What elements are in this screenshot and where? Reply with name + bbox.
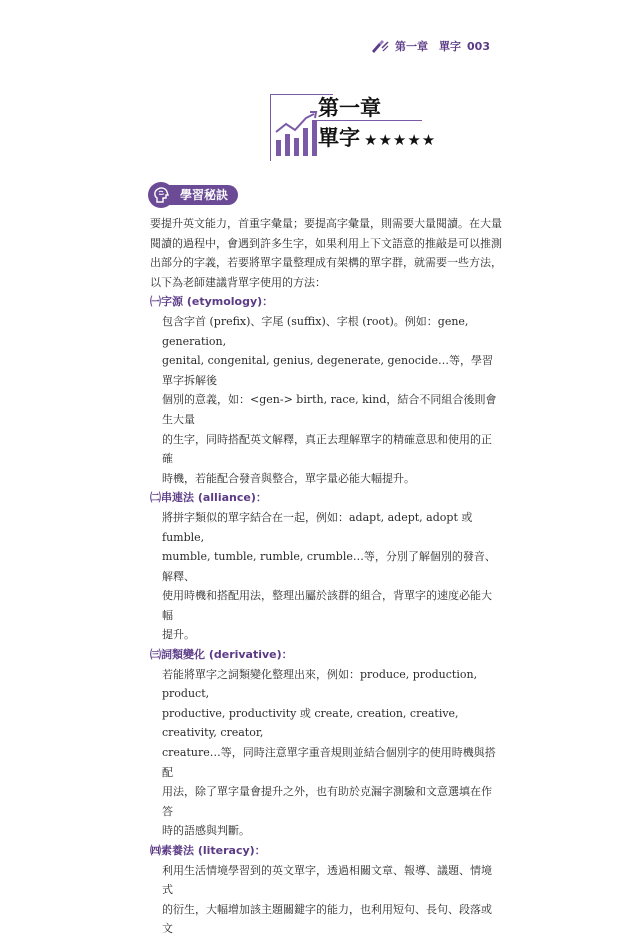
method-item-literacy bbox=[150, 841, 502, 939]
method-line: 的衍生，大幅增加該主題關鍵字的能力，也利用短句、長句、段落或文 bbox=[162, 902, 492, 936]
page-number: 003 bbox=[467, 39, 490, 53]
chapter-title-block bbox=[270, 88, 437, 160]
method-line: 若能將單字之詞類變化整理出來，例如：produce, production, product, bbox=[162, 667, 478, 701]
section-badge bbox=[148, 182, 238, 208]
method-line: 個別的意義，如：<gen-> birth, race, kind，結合不同組合後則會生大量 bbox=[162, 393, 497, 426]
intro-line: 閱讀的過程中，會遇到許多生字，如果利用上下文語意的推敲是可以推測 bbox=[150, 236, 502, 250]
running-header bbox=[371, 38, 490, 54]
method-line: 時的語感與判斷。 bbox=[162, 824, 250, 838]
intro-line: 以下為老師建議背單字使用的方法： bbox=[150, 275, 326, 289]
method-line: 時機，若能配合發音與整合，單字量必能大幅提升。 bbox=[162, 471, 415, 485]
method-line: 用法，除了單字量會提升之外，也有助於克漏字測驗和文意選填在作答 bbox=[162, 785, 492, 818]
intro-paragraph bbox=[150, 214, 502, 292]
method-item-alliance bbox=[150, 488, 502, 645]
chapter-name-text: 單字 bbox=[318, 126, 360, 150]
method-title: ㈠字源 (etymology)： bbox=[150, 295, 274, 309]
method-title: ㈣素養法 (literacy)： bbox=[150, 844, 266, 857]
method-line: 將拼字類似的單字結合在一起，例如：adapt, adept, adopt 或 fumble, bbox=[162, 510, 473, 544]
section-badge-label: 學習秘訣 bbox=[164, 185, 238, 205]
method-line: genital, congenital, genius, degenerate, genocide…等，學習單字拆解後 bbox=[162, 354, 493, 387]
method-line: productive, productivity 或 create, creation, creative, creativity, creator, bbox=[162, 706, 459, 740]
chapter-name bbox=[318, 122, 436, 152]
method-line: creature…等，同時注意單字重音規則並結合個別字的使用時機與搭配 bbox=[162, 746, 496, 779]
pen-ruler-icon bbox=[371, 39, 389, 53]
method-line: 的生字，同時搭配英文解釋，真正去理解單字的精確意思和使用的正確 bbox=[162, 432, 492, 466]
chapter-number: 第一章 bbox=[318, 96, 381, 120]
difficulty-stars: ★★★★★ bbox=[364, 131, 437, 149]
method-item-derivative bbox=[150, 645, 502, 841]
method-line: 利用生活情境學習到的英文單字，透過相關文章、報導、議題、情境式 bbox=[162, 863, 492, 897]
method-title: ㈡串連法 (alliance)： bbox=[150, 491, 267, 505]
method-title: ㈢詞類變化 (derivative)： bbox=[150, 648, 293, 662]
method-line: 提升。 bbox=[162, 628, 195, 642]
brain-head-icon bbox=[148, 182, 174, 208]
method-line: mumble, tumble, rumble, crumble…等，分別了解個別的發音、解釋、 bbox=[162, 550, 496, 583]
title-divider bbox=[314, 120, 422, 121]
intro-line: 出部分的字義，若要將單字量整理成有架構的單字群，就需要一些方法， bbox=[150, 256, 502, 270]
method-line: 包含字首 (prefix)、字尾 (suffix)、字根 (root)。例如：gene, generation, bbox=[162, 314, 469, 348]
method-line: 使用時機和搭配用法，整理出屬於該群的組合，背單字的速度必能大幅 bbox=[162, 589, 492, 622]
header-chapter-label: 第一章 單字 bbox=[395, 40, 462, 53]
method-item-etymology bbox=[150, 292, 502, 488]
intro-line: 要提升英文能力，首重字彙量；要提高字彙量，則需要大量閱讀。在大量 bbox=[150, 217, 502, 230]
main-text bbox=[150, 214, 502, 939]
rising-bar-chart-icon bbox=[274, 110, 318, 156]
